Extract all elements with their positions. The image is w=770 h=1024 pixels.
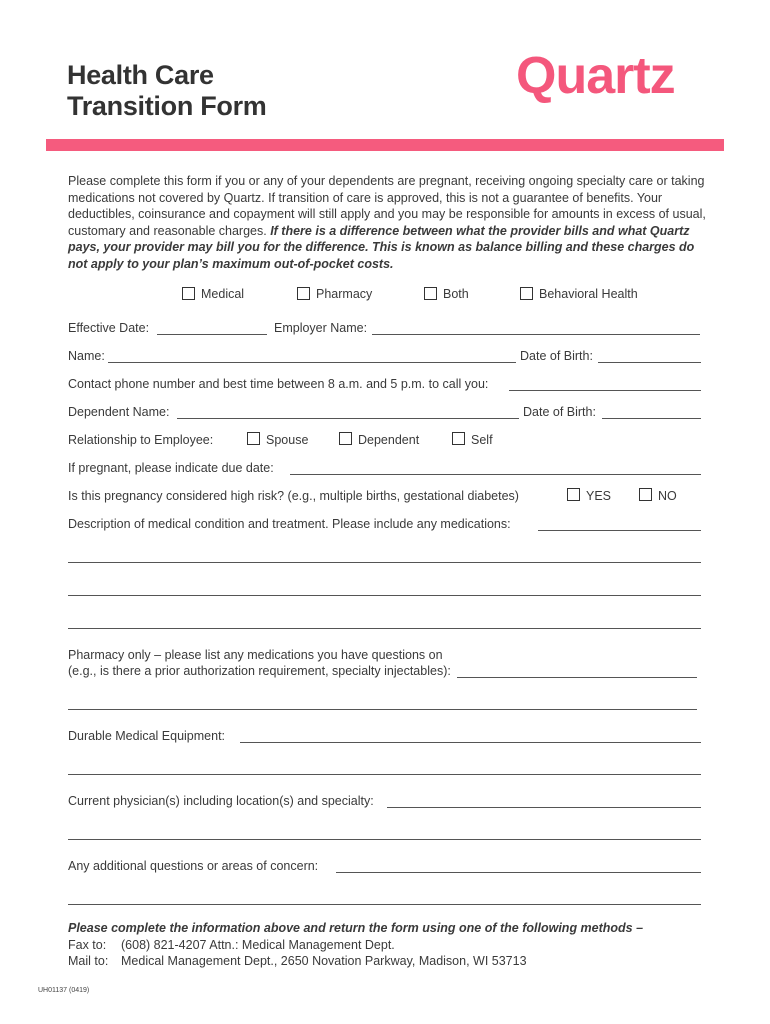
- medical-label: Medical: [201, 287, 245, 301]
- pharmacy-field-line-2[interactable]: [68, 709, 697, 710]
- dependent-dob-field[interactable]: [602, 418, 701, 419]
- additional-label: Any additional questions or areas of concern:: [68, 859, 319, 873]
- additional-field-line-2[interactable]: [68, 904, 701, 905]
- effective-date-field[interactable]: [157, 334, 267, 335]
- description-field-line-3[interactable]: [68, 595, 701, 596]
- employer-name-field[interactable]: [372, 334, 700, 335]
- equipment-label: Durable Medical Equipment:: [68, 729, 226, 743]
- form-code: UH01137 (0419): [38, 987, 90, 994]
- due-date-label: If pregnant, please indicate due date:: [68, 461, 274, 475]
- return-instructions: [68, 920, 643, 970]
- dependent-label: Dependent: [358, 433, 420, 447]
- physician-field-line-1[interactable]: [387, 807, 701, 808]
- both-checkbox[interactable]: [424, 287, 437, 300]
- yes-label: YES: [586, 489, 612, 503]
- behavioral-health-label: Behavioral Health: [539, 287, 638, 301]
- header-band: [46, 139, 724, 151]
- employer-name-label: Employer Name:: [274, 321, 368, 335]
- contact-phone-field[interactable]: [509, 390, 701, 391]
- both-label: Both: [443, 287, 469, 301]
- fax-label: Fax to:: [68, 937, 107, 952]
- yes-checkbox[interactable]: [567, 488, 580, 501]
- dependent-checkbox[interactable]: [339, 432, 352, 445]
- high-risk-label: Is this pregnancy considered high risk? (e.g., multiple births, gestational diabetes): [68, 489, 519, 503]
- quartz-logo: Quartz: [516, 47, 675, 105]
- medical-checkbox[interactable]: [182, 287, 195, 300]
- description-field-line-2[interactable]: [68, 562, 701, 563]
- behavioral-health-checkbox[interactable]: [520, 287, 533, 300]
- title-line-1: Health Care: [67, 60, 214, 90]
- return-note: Please complete the information above and return the form using one of the following methods –: [68, 921, 644, 935]
- intro-paragraph: [68, 173, 708, 272]
- intro-bold-text: If there is a difference between what the provider bills and what Quartz pays, your provider may bill you for the difference. This is known as balance billing and these charges do not apply to your plan’s maximum out-of-pocket costs.: [68, 223, 695, 271]
- fax-line: [68, 937, 643, 954]
- pharmacy-label-line-2: (e.g., is there a prior authorization requirement, specialty injectables):: [68, 664, 451, 678]
- equipment-field-line-1[interactable]: [240, 742, 701, 743]
- spouse-label: Spouse: [266, 433, 309, 447]
- dob-label: Date of Birth:: [520, 349, 593, 363]
- pharmacy-field-line-1[interactable]: [457, 677, 697, 678]
- description-field-line-4[interactable]: [68, 628, 701, 629]
- self-label: Self: [471, 433, 493, 447]
- no-label: NO: [658, 489, 677, 503]
- description-field-line-1[interactable]: [538, 530, 701, 531]
- due-date-field[interactable]: [290, 474, 701, 475]
- mail-value: Medical Management Dept., 2650 Novation Parkway, Madison, WI 53713: [121, 954, 527, 968]
- form-title: [67, 60, 267, 122]
- physician-field-line-2[interactable]: [68, 839, 701, 840]
- physician-label: Current physician(s) including location(s) and specialty:: [68, 794, 374, 808]
- description-label: Description of medical condition and treatment. Please include any medications:: [68, 517, 511, 531]
- dependent-dob-label: Date of Birth:: [523, 405, 596, 419]
- contact-phone-label: Contact phone number and best time between 8 a.m. and 5 p.m. to call you:: [68, 377, 489, 391]
- equipment-field-line-2[interactable]: [68, 774, 701, 775]
- additional-field-line-1[interactable]: [336, 872, 701, 873]
- mail-label: Mail to:: [68, 954, 109, 968]
- dob-field[interactable]: [598, 362, 701, 363]
- no-checkbox[interactable]: [639, 488, 652, 501]
- dependent-name-field[interactable]: [177, 418, 519, 419]
- relationship-label: Relationship to Employee:: [68, 433, 214, 447]
- dependent-name-label: Dependent Name:: [68, 405, 170, 419]
- pharmacy-checkbox[interactable]: [297, 287, 310, 300]
- pharmacy-label-line-1: Pharmacy only – please list any medications you have questions on: [68, 648, 443, 662]
- name-field[interactable]: [108, 362, 516, 363]
- effective-date-label: Effective Date:: [68, 321, 150, 335]
- intro-text: Please complete this form if you or any of your dependents are pregnant, receiving ongoing specialty care or taking medications not covered by Quartz. If transition of care is approved, this is not a guarantee of benefits. Your deductibles, coinsurance and copayment will still apply and you may be responsible for amounts in excess of usual, customary and reasonable charges.: [68, 174, 706, 238]
- pharmacy-label: Pharmacy: [316, 287, 373, 301]
- fax-value: (608) 821-4207 Attn.: Medical Management Dept.: [121, 937, 395, 952]
- self-checkbox[interactable]: [452, 432, 465, 445]
- mail-line: [68, 953, 643, 970]
- name-label: Name:: [68, 349, 105, 363]
- spouse-checkbox[interactable]: [247, 432, 260, 445]
- title-line-2: Transition Form: [67, 91, 267, 121]
